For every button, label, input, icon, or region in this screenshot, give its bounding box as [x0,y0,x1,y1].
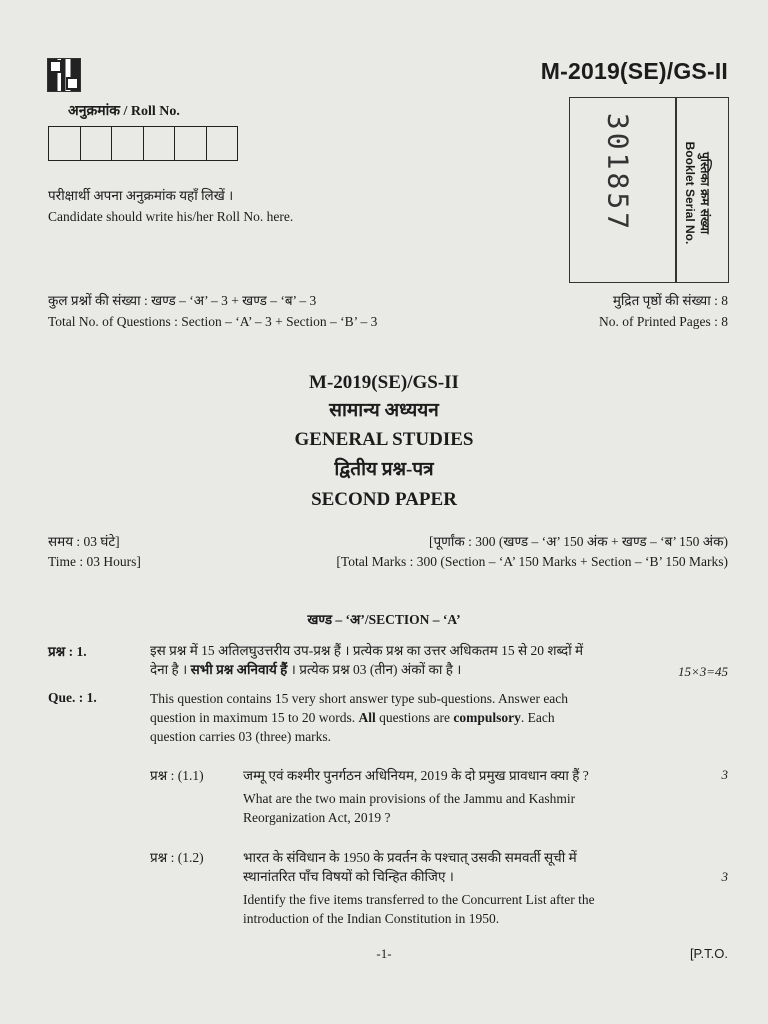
question-1-hindi-line-1: इस प्रश्न में 15 अतिलघुउत्तरीय उप-प्रश्न हैं । प्रत्येक प्रश्न का उत्तर अधिकतम 15 से 20 शब्दों में [150,643,584,658]
subquestion-1-1-english-line-2: Reorganization Act, 2019 ? [243,810,391,825]
roll-digit-box[interactable] [81,127,113,160]
text-span: . Each [520,710,555,725]
page-number: -1- [376,946,392,961]
paper-code-header: M-2019(SE)/GS-II [540,58,728,84]
title-paper-code: M-2019(SE)/GS-II [309,372,459,393]
time-hindi: समय : 03 घंटे] [48,534,120,549]
total-marks-english: [Total Marks : 300 (Section – ‘A’ 150 Marks + Section – ‘B’ 150 Marks) [336,554,728,569]
subquestion-1-2-english-line-2: introduction of the Indian Constitution in 1950. [243,911,500,926]
total-questions-hindi: कुल प्रश्नों की संख्या : खण्ड – ‘अ’ – 3 + खण्ड – ‘ब’ – 3 [48,293,317,308]
question-1-english-line-2 [150,708,730,727]
question-1-text-hindi [150,641,730,679]
roll-instruction-hindi: परीक्षार्थी अपना अनुक्रमांक यहाँ लिखें । [48,188,234,203]
compulsory-emphasis-hindi: सभी प्रश्न अनिवार्य हैं [190,662,288,677]
title-subject-english: GENERAL STUDIES [294,429,474,450]
qr-code-icon [47,58,81,92]
total-marks-hindi: [पूर्णांक : 300 (खण्ड – ‘अ’ 150 अंक + खण्ड – ‘ब’ 150 अंक) [429,534,728,549]
roll-digit-box[interactable] [207,127,238,160]
roll-number-boxes[interactable] [48,126,238,161]
subquestion-1-1-label: प्रश्न : (1.1) [150,768,204,783]
please-turn-over: [P.T.O. [689,946,728,961]
total-questions-english: Total No. of Questions : Section – ‘A’ – 3 + Section – ‘B’ – 3 [48,314,378,329]
roll-number-label: अनुक्रमांक / Roll No. [68,104,180,119]
section-a-heading: खण्ड – ‘अ’/SECTION – ‘A’ [307,612,461,627]
roll-digit-box[interactable] [49,127,81,160]
time-english: Time : 03 Hours] [48,554,141,569]
title-subject-hindi: सामान्य अध्ययन [329,400,439,421]
question-1-marks: 15×3=45 [677,664,728,679]
subquestion-1-1-hindi: जम्मू एवं कश्मीर पुनर्गठन अधिनियम, 2019 के दो प्रमुख प्रावधान क्या हैं ? [243,768,589,783]
text-span: । प्रत्येक प्रश्न 03 (तीन) अंकों का है । [287,662,462,677]
printed-pages-hindi: मुद्रित पृष्ठों की संख्या : 8 [612,293,728,308]
serial-box-divider [675,97,677,283]
roll-digit-box[interactable] [112,127,144,160]
question-1-hindi-line-2 [150,660,730,679]
subquestion-1-2-english-line-1: Identify the five items transferred to the Concurrent List after the [243,892,595,907]
subquestion-1-2-marks: 3 [721,869,728,884]
booklet-serial-label [682,118,712,268]
subquestion-1-2-hindi-line-2: स्थानांतरित पाँच विषयों को चिन्हित कीजिए । [243,869,454,884]
printed-pages-english: No. of Printed Pages : 8 [599,314,728,329]
compulsory-emphasis: compulsory [453,710,521,725]
question-1-label-english: Que. : 1. [48,690,97,705]
booklet-serial-number: 301857 [601,112,635,233]
subquestion-1-2-text [243,848,703,928]
subquestion-1-1-english-line-1: What are the two main provisions of the Jammu and Kashmir [243,791,576,806]
title-paper-hindi: द्वितीय प्रश्न-पत्र [334,459,434,480]
roll-digit-box[interactable] [144,127,176,160]
subquestion-1-2-label: प्रश्न : (1.2) [150,850,204,865]
subquestion-1-2-hindi-line-1: भारत के संविधान के 1950 के प्रवर्तन के पश्चात् उसकी समवर्ती सूची में [243,850,577,865]
all-emphasis: All [358,710,376,725]
question-1-text-english [150,689,730,746]
text-span: questions are [375,710,454,725]
roll-instruction-english: Candidate should write his/her Roll No. here. [48,209,294,224]
roll-digit-box[interactable] [175,127,207,160]
subquestion-1-1-marks: 3 [721,767,728,782]
question-1-english-line-3: question carries 03 (three) marks. [150,729,332,744]
subquestion-1-1-text [243,766,703,827]
title-paper-english: SECOND PAPER [311,489,457,510]
serial-label-hindi: पुस्तिका क्रम संख्या [698,151,712,235]
question-1-label-hindi: प्रश्न : 1. [48,644,87,659]
text-span: देना है । [150,662,191,677]
serial-label-english: Booklet Serial No. [683,141,697,245]
question-1-english-line-1: This question contains 15 very short answer type sub-questions. Answer each [150,691,569,706]
text-span: question in maximum 15 to 20 words. [150,710,359,725]
